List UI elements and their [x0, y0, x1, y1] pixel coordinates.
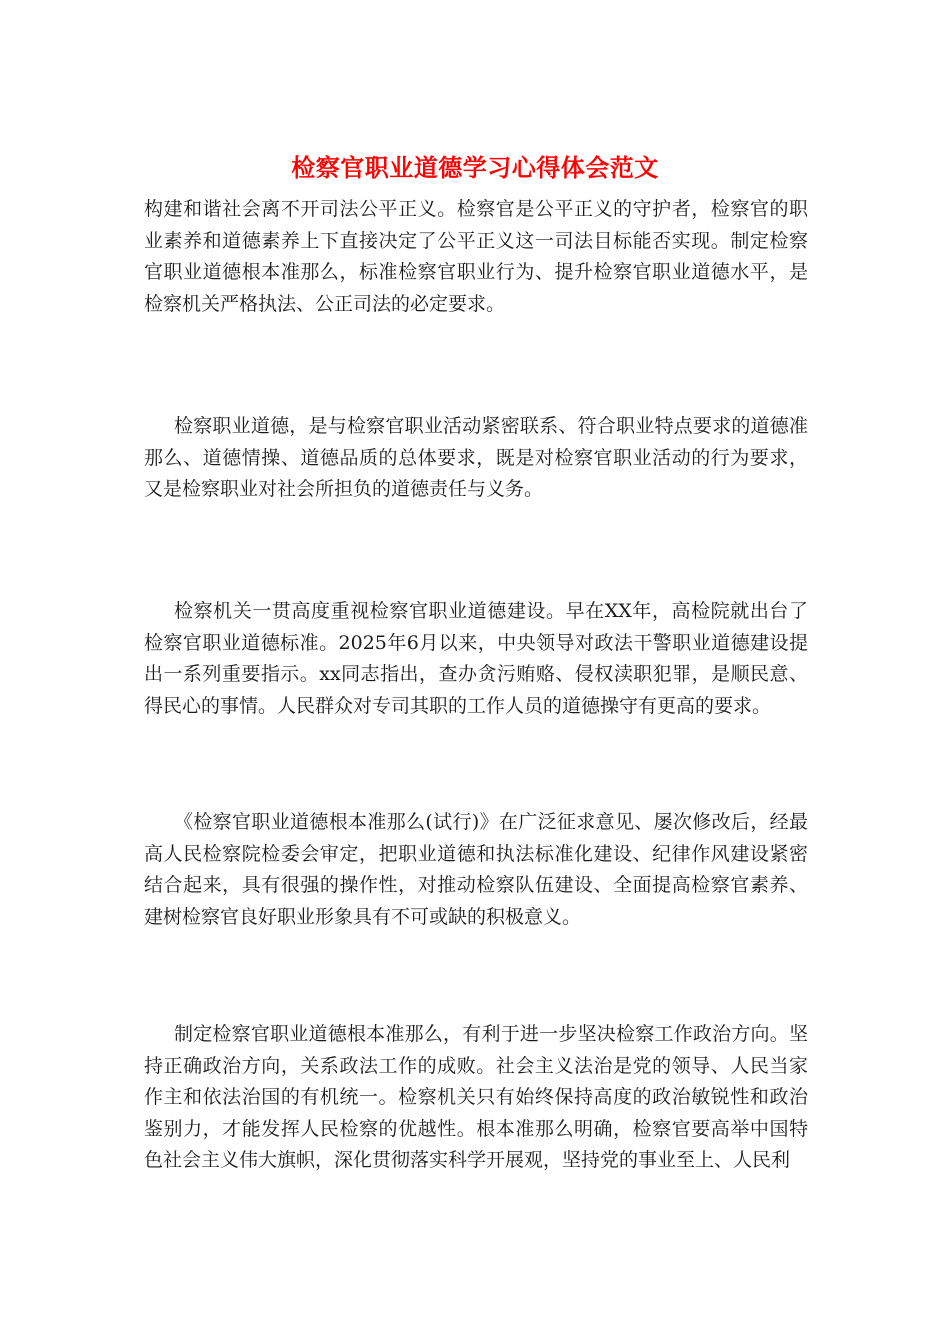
paragraph-text: 构建和谐社会离不开司法公平正义。检察官是公平正义的守护者，检察官的职业素养和道德素养上下直接决定了公平正义这一司法目标能否实现。制定检察官职业道德根本准那么，标准检察官职业行为、提升检察官职业道德水平，是检察机关严格执法、公正司法的必定要求。 [144, 198, 808, 315]
document-title: 检察官职业道德学习心得体会范文 [291, 153, 659, 182]
paragraph-5 [144, 1019, 808, 1199]
paragraph-2 [144, 411, 808, 506]
paragraph-text: 检察机关一贯高度重视检察官职业道德建设。早在XX年，高检院就出台了检察官职业道德标准。2025年6月以来，中央领导对政法干警职业道德建设提出一系列重要指示。xx同志指出，查办贪污贿赂、侵权渎职犯罪，是顺民意、得民心的事情。人民群众对专司其职的工作人员的道德操守有更高的要求。 [144, 600, 808, 717]
paragraph-3 [144, 596, 808, 722]
paragraph-text: 制定检察官职业道德根本准那么，有利于进一步坚决检察工作政治方向。坚持正确政治方向，关系政法工作的成败。社会主义法治是党的领导、人民当家作主和依法治国的有机统一。检察机关只有始终保持高度的政治敏锐性和政治鉴别力，才能发挥人民检察的优越性。根本准那么明确，检察官要高举中国特色社会主义伟大旗帜，深化贯彻落实科学开展观，坚持党的事业至上、人民利 [144, 1023, 808, 1171]
paragraph-4 [144, 807, 808, 933]
paragraph-1 [144, 194, 808, 320]
paragraph-text: 检察职业道德，是与检察官职业活动紧密联系、符合职业特点要求的道德准那么、道德情操、道德品质的总体要求，既是对检察官职业活动的行为要求，又是检察职业对社会所担负的道德责任与义务。 [144, 415, 808, 500]
paragraph-text: 《检察官职业道德根本准那么(试行)》在广泛征求意见、屡次修改后，经最高人民检察院检委会审定，把职业道德和执法标准化建设、纪律作风建设紧密结合起来，具有很强的操作性，对推动检察队伍建设、全面提高检察官素养、建树检察官良好职业形象具有不可或缺的积极意义。 [144, 811, 808, 928]
